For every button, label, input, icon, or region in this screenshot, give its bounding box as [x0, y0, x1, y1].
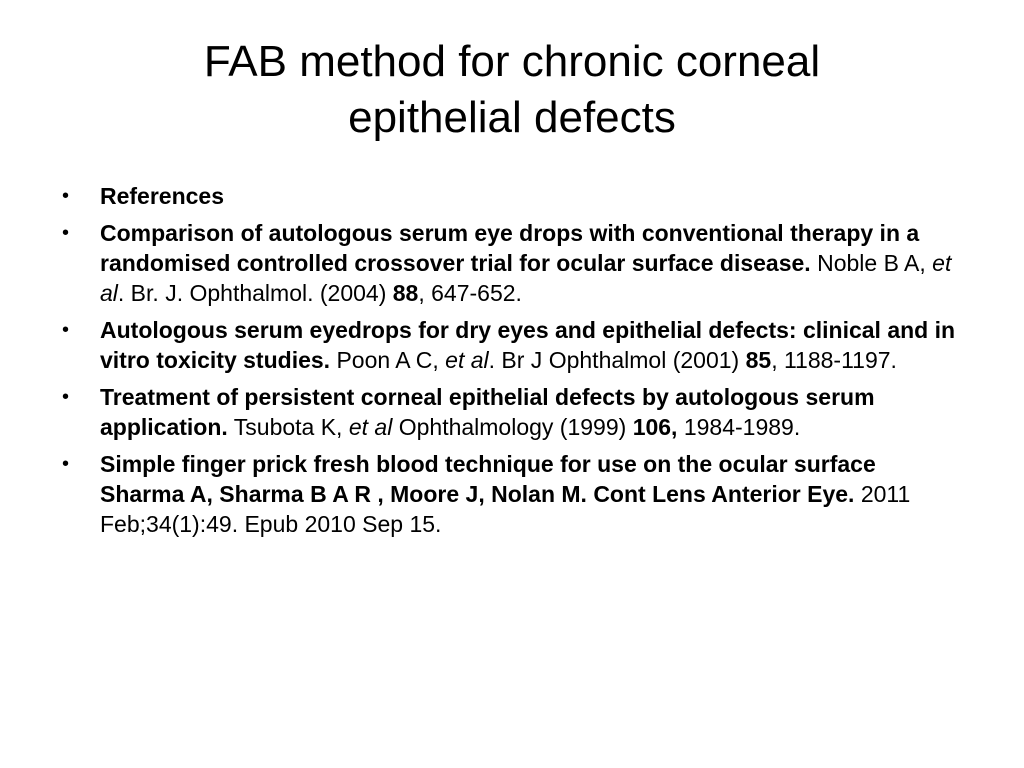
- reference-title: Treatment of persistent corneal epithelial defects by autologous serum application.: [100, 384, 875, 440]
- bullet-item-reference-2: [56, 315, 966, 375]
- reference-authors: Tsubota K,: [227, 414, 349, 440]
- reference-authors: Noble B A,: [810, 250, 933, 276]
- reference-journal: . Br J Ophthalmol (2001): [488, 347, 746, 373]
- reference-title: Comparison of autologous serum eye drops with conventional therapy in a randomised controlled crossover trial for ocular surface disease.: [100, 220, 920, 276]
- references-heading: References: [100, 183, 225, 209]
- bullet-icon: •: [62, 453, 70, 475]
- bullet-item-reference-4: [56, 449, 966, 539]
- reference-title: Autologous serum eyedrops for dry eyes and epithelial defects: clinical and in vitro toxicity studies.: [100, 317, 956, 373]
- slide-title-line-2: epithelial defects: [348, 93, 676, 142]
- reference-journal: . Br. J. Ophthalmol. (2004): [117, 280, 393, 306]
- bullet-item-reference-1: [56, 218, 966, 308]
- reference-volume: 88: [392, 280, 419, 306]
- reference-et-al: et al: [100, 250, 952, 306]
- reference-journal: Ophthalmology (1999): [392, 414, 633, 440]
- bullet-icon: •: [62, 222, 70, 244]
- reference-pages: , 647-652.: [418, 280, 522, 306]
- reference-et-al: et al: [445, 347, 489, 373]
- reference-volume: 85: [745, 347, 772, 373]
- bullet-icon: •: [62, 386, 70, 408]
- reference-volume: 106,: [632, 414, 678, 440]
- reference-pages: 1984-1989.: [677, 414, 801, 440]
- reference-authors: Poon A C,: [330, 347, 446, 373]
- slide-title-line-1: FAB method for chronic corneal: [203, 37, 821, 86]
- bullet-item-reference-3: [56, 382, 966, 442]
- slide-title: [60, 34, 964, 146]
- reference-pages: , 1188-1197.: [771, 347, 897, 373]
- bullet-item-references-heading: [56, 181, 966, 211]
- bullet-list: [56, 181, 966, 546]
- bullet-icon: •: [62, 185, 70, 207]
- reference-title: Simple finger prick fresh blood technique for use on the ocular surface Sharma A, Sharma B A R , Moore J, Nolan M. Cont Lens Anterior Eye.: [100, 451, 876, 507]
- reference-citation: 2011 Feb;34(1):49. Epub 2010 Sep 15.: [100, 481, 911, 537]
- bullet-icon: •: [62, 319, 70, 341]
- reference-et-al: et al: [348, 414, 393, 440]
